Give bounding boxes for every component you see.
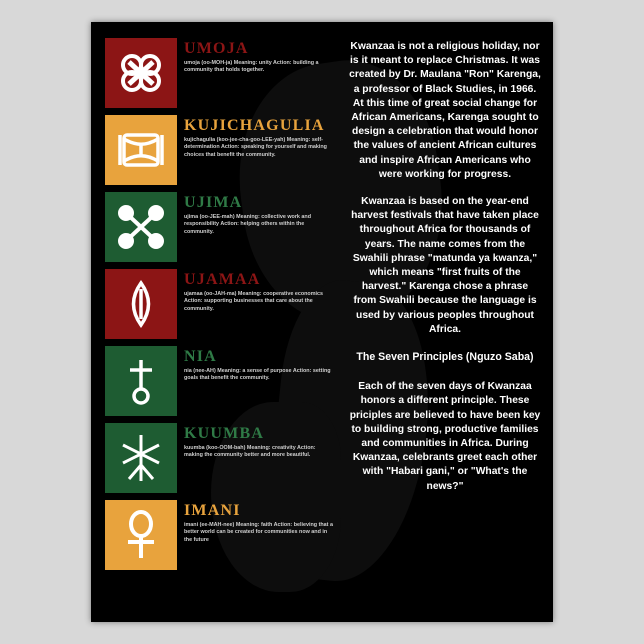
ujamaa-symbol-box xyxy=(105,269,177,339)
kuumba-symbol-box xyxy=(105,423,177,493)
principle-ujima xyxy=(105,192,335,262)
principle-description: ujamaa (oo-JAH-ma) Meaning: cooperative economics Action: supporting businesses that care about the community. xyxy=(184,291,323,312)
principle-description: nia (nee-AH) Meaning: a sense of purpose Action: setting goals that benefit the community. xyxy=(184,368,331,382)
kwanzaa-poster xyxy=(91,22,553,622)
kujichagulia-double-column-icon xyxy=(105,115,177,185)
nia-symbol-box xyxy=(105,346,177,416)
principle-name: NIA xyxy=(184,348,217,365)
principle-description: imani (ee-MAH-nee) Meaning: faith Action: believing that a better world can be created for communities now and in the future xyxy=(184,522,333,543)
kuumba-star-burst-icon xyxy=(105,423,177,493)
ujima-symbol-box xyxy=(105,192,177,262)
principle-ujamaa xyxy=(105,269,335,339)
paragraph-origin: Kwanzaa is based on the year-end harvest festivals that have taken place throughout Africa for thousands of years. The name comes from the Swahili phrase "matunda ya kwanza," which means "first fruits of the harvest." Karenga chose a phrase from Swahili because the language is used by various peoples throughout Africa. xyxy=(351,196,539,335)
principle-kuumba xyxy=(105,423,335,493)
ujamaa-fish-icon xyxy=(105,269,177,339)
principle-description: kujichagulia (koo-jee-cha-goo-LEE-yah) Meaning: self-determination Action: speaking for yourself and making choices that benefit the community. xyxy=(184,137,327,158)
imani-symbol-box xyxy=(105,500,177,570)
principle-kujichagulia xyxy=(105,115,335,185)
paragraph-intro: Kwanzaa is not a religious holiday, nor is it meant to replace Christmas. It was created by Dr. Maulana "Ron" Karenga, a professor of Black Studies, in 1966. At this time of great social change for African Americans, Karenga sought to design a celebration that would honor the values of ancient African cultures and inspire African Americans who were working for progress. xyxy=(349,41,541,180)
kujichagulia-symbol-box xyxy=(105,115,177,185)
umoja-knot-icon xyxy=(105,38,177,108)
principle-name: IMANI xyxy=(184,502,241,519)
principle-name: UMOJA xyxy=(184,40,249,57)
imani-ankh-icon xyxy=(105,500,177,570)
ujima-crossed-clubs-icon xyxy=(105,192,177,262)
nia-cross-staff-icon xyxy=(105,346,177,416)
principle-description: kuumba (koo-OOM-bah) Meaning: creativity Action: making the community better and more beautiful. xyxy=(184,445,316,459)
seven-principles-heading: The Seven Principles (Nguzo Saba) xyxy=(356,351,534,364)
seven-principles-list xyxy=(105,38,335,577)
principle-name: UJIMA xyxy=(184,194,243,211)
principle-nia xyxy=(105,346,335,416)
principle-imani xyxy=(105,500,335,570)
principle-name: KUJICHAGULIA xyxy=(184,117,325,134)
kwanzaa-text-column xyxy=(349,40,541,507)
paragraph-principles: Each of the seven days of Kwanzaa honors a different principle. These priciples are believed to have been key to building strong, productive families and communities in Africa. During Kwanzaa, celebrants greet each other with "Habari gani," or "What's the news?" xyxy=(349,381,541,492)
principle-name: UJAMAA xyxy=(184,271,261,288)
principle-umoja xyxy=(105,38,335,108)
principle-name: KUUMBA xyxy=(184,425,265,442)
principle-description: ujima (oo-JEE-mah) Meaning: collective work and responsibility Action: helping others within the community. xyxy=(184,214,312,235)
principle-description: umoja (oo-MOH-ja) Meaning: unity Action: building a community that holds together. xyxy=(184,60,319,74)
umoja-symbol-box xyxy=(105,38,177,108)
